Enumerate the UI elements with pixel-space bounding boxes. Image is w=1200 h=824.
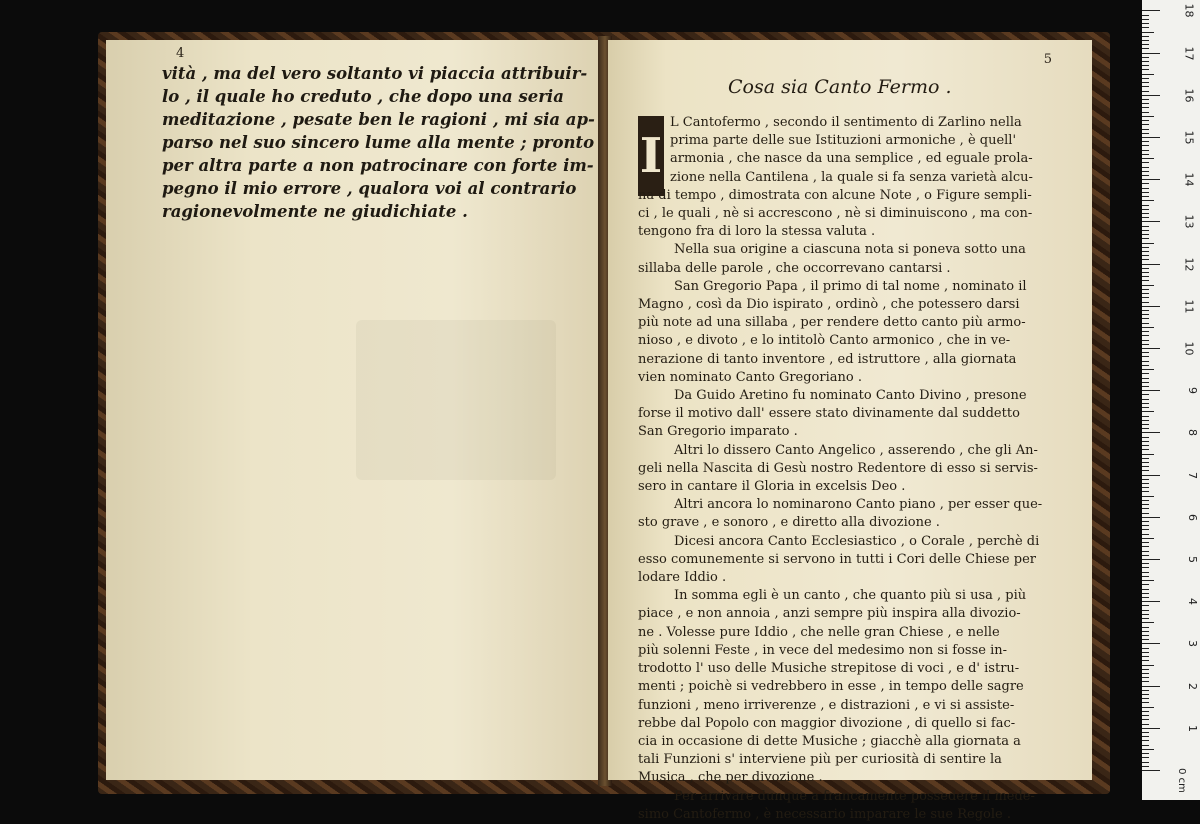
ruler-tick: [1142, 555, 1149, 556]
ruler-tick: [1142, 449, 1149, 450]
ruler-tick: [1142, 466, 1149, 467]
text-line: prima parte delle sue Istituzioni armoniche , è quell': [670, 133, 1017, 149]
ruler-number: 12: [1182, 257, 1196, 272]
text-line: ne . Volesse pure Iddio , che nelle gran Chiese , e nelle: [638, 624, 1000, 640]
text-line: sillaba delle parole , che occorrevano cantarsi .: [638, 260, 951, 276]
ruler-tick: [1142, 753, 1149, 754]
text-line: vien nominato Canto Gregoriano .: [638, 369, 862, 385]
ruler-tick: [1142, 445, 1149, 446]
ruler-tick: [1142, 48, 1149, 49]
text-line: ragionevolmente ne giudichiate .: [162, 202, 468, 221]
ruler-tick: [1142, 610, 1149, 611]
ruler-tick: [1142, 15, 1149, 16]
ruler-tick: [1142, 702, 1149, 703]
ruler-tick: [1142, 200, 1154, 201]
ruler-tick: [1142, 365, 1149, 366]
ruler-tick: [1142, 580, 1154, 581]
ruler-tick: [1142, 285, 1154, 286]
ruler-tick: [1142, 728, 1160, 729]
ruler-tick: [1142, 698, 1149, 699]
ruler-number: 17: [1182, 46, 1196, 61]
text-line: più note ad una sillaba , per rendere detto canto più armo-: [638, 315, 1026, 331]
ruler-tick: [1142, 268, 1149, 269]
ruler-tick: [1142, 399, 1149, 400]
text-line: forse il motivo dall' essere stato divinamente dal suddetto: [638, 406, 1020, 422]
ruler-tick: [1142, 386, 1149, 387]
text-line: lodare Iddio .: [638, 570, 727, 586]
ruler-tick: [1142, 740, 1149, 741]
ruler-tick: [1142, 479, 1149, 480]
ruler-tick: [1142, 57, 1149, 58]
text-line: Altri lo dissero Canto Angelico , asserendo , che gli An-: [674, 442, 1038, 458]
ruler-tick: [1142, 226, 1149, 227]
ruler-tick: [1142, 378, 1149, 379]
ruler-tick: [1142, 141, 1149, 142]
ruler-tick: [1142, 546, 1149, 547]
ruler-tick: [1142, 496, 1154, 497]
ruler-tick: [1142, 107, 1149, 108]
ruler-tick: [1142, 120, 1149, 121]
text-line: Dicesi ancora Canto Ecclesiastico , o Corale , perchè di: [674, 533, 1040, 549]
ruler-tick: [1142, 711, 1149, 712]
text-line: meditazione , pesate ben le ragioni , mi sia ap-: [162, 110, 595, 129]
ruler-tick: [1142, 238, 1149, 239]
text-line: menti ; poichè si vedrebbero in esse , in tempo delle sagre: [638, 679, 1024, 695]
ruler-number: 7: [1186, 471, 1199, 479]
page-number-right: 5: [1043, 52, 1052, 67]
ruler-tick: [1142, 69, 1149, 70]
ruler-tick: [1142, 179, 1160, 180]
ruler-tick: [1142, 255, 1149, 256]
ruler-tick: [1142, 318, 1149, 319]
ruler-tick: [1142, 188, 1149, 189]
ruler-tick: [1142, 614, 1149, 615]
ruler-tick: [1142, 766, 1149, 767]
ruler-tick: [1142, 209, 1149, 210]
ruler-tick: [1142, 116, 1154, 117]
text-line: Nella sua origine a ciascuna nota si poneva sotto una: [674, 242, 1026, 258]
text-line: piace , e non annoia , anzi sempre più inspira alla divozio-: [638, 606, 1021, 622]
ruler-tick: [1142, 19, 1149, 20]
ruler-number: 18: [1182, 3, 1196, 18]
ruler-tick: [1142, 53, 1160, 54]
show-through-ghost: [356, 320, 556, 480]
text-line: zione nella Cantilena , la quale si fa senza varietà alcu-: [670, 169, 1033, 185]
text-line: rebbe dal Popolo con maggior divozione , di quello si fac-: [638, 715, 1016, 731]
ruler-tick: [1142, 251, 1149, 252]
ruler-tick: [1142, 690, 1149, 691]
ruler-tick: [1142, 150, 1149, 151]
text-line: San Gregorio Papa , il primo di tal nome , nominato il: [674, 278, 1027, 294]
ruler-tick: [1142, 158, 1154, 159]
ruler-tick: [1142, 567, 1149, 568]
ruler-tick: [1142, 416, 1149, 417]
text-line: na di tempo , dimostrata con alcune Note , o Figure sempli-: [638, 187, 1032, 203]
ruler-tick: [1142, 40, 1149, 41]
ruler-tick: [1142, 622, 1154, 623]
text-line: armonia , che nasce da una semplice , ed eguale prola-: [670, 151, 1033, 167]
ruler-number: 11: [1182, 299, 1196, 314]
ruler-number: 5: [1186, 556, 1199, 563]
text-line: pegno il mio errore , qualora voi al contrario: [162, 179, 577, 198]
text-line: Da Guido Aretino fu nominato Canto Divino , presone: [674, 388, 1027, 404]
ruler-tick: [1142, 593, 1149, 594]
ruler-tick: [1142, 44, 1149, 45]
ruler-tick: [1142, 605, 1149, 606]
ruler-tick: [1142, 331, 1149, 332]
text-line: parso nel suo sincero lume alla mente ; pronto: [162, 133, 595, 152]
ruler-tick: [1142, 213, 1149, 214]
ruler-tick: [1142, 234, 1149, 235]
ruler-tick: [1142, 10, 1160, 11]
text-line: sto grave , e sonoro , e diretto alla divozione .: [638, 515, 940, 531]
ruler-tick: [1142, 264, 1160, 265]
ruler-tick: [1142, 745, 1149, 746]
ruler-tick: [1142, 36, 1149, 37]
ruler-tick: [1142, 441, 1149, 442]
ruler-tick: [1142, 669, 1149, 670]
ruler-tick: [1142, 643, 1160, 644]
ruler-tick: [1142, 411, 1154, 412]
ruler-tick: [1142, 597, 1149, 598]
text-line: Per arrivare dunque a francamente possedere il mede-: [674, 788, 1035, 804]
ruler-tick: [1142, 521, 1149, 522]
text-line: funzioni , meno irriverenze , e distrazioni , e vi si assiste-: [638, 697, 1015, 713]
ruler-tick: [1142, 32, 1154, 33]
ruler-tick: [1142, 230, 1149, 231]
ruler-tick: [1142, 91, 1149, 92]
ruler-tick: [1142, 99, 1149, 100]
ruler-tick: [1142, 243, 1154, 244]
ruler-tick: [1142, 390, 1160, 391]
ruler-number: 9: [1186, 387, 1199, 395]
ruler-tick: [1142, 584, 1149, 585]
ruler-tick: [1142, 648, 1149, 649]
ruler-tick: [1142, 369, 1154, 370]
ruler-tick: [1142, 373, 1149, 374]
ruler-tick: [1142, 517, 1160, 518]
ruler-tick: [1142, 183, 1149, 184]
ruler-tick: [1142, 677, 1149, 678]
ruler-tick: [1142, 217, 1149, 218]
ruler-number: 13: [1182, 214, 1196, 229]
ruler-tick: [1142, 23, 1149, 24]
ruler-tick: [1142, 454, 1154, 455]
ruler-tick: [1142, 652, 1149, 653]
ruler-tick: [1142, 103, 1149, 104]
text-line: trodotto l' uso delle Musiche strepitose di voci , e d' istru-: [638, 661, 1020, 677]
ruler-tick: [1142, 306, 1160, 307]
text-line: lo , il quale ho creduto , che dopo una seria: [162, 87, 564, 106]
ruler-tick: [1142, 686, 1160, 687]
measurement-ruler: [1142, 0, 1200, 800]
ruler-tick: [1142, 559, 1160, 560]
ruler-number: 3: [1186, 640, 1199, 648]
ruler-tick: [1142, 525, 1149, 526]
ruler-tick: [1142, 340, 1149, 341]
ruler-tick: [1142, 221, 1160, 222]
ruler-tick: [1142, 504, 1149, 505]
ruler-number: 14: [1182, 172, 1196, 187]
ruler-tick: [1142, 205, 1149, 206]
right-page-text: [638, 114, 1070, 824]
ruler-tick: [1142, 293, 1149, 294]
ruler-number: 8: [1186, 429, 1199, 437]
ruler-tick: [1142, 145, 1149, 146]
ruler-tick: [1142, 95, 1160, 96]
ruler-tick: [1142, 112, 1149, 113]
ruler-number: 10: [1182, 341, 1196, 356]
ruler-tick: [1142, 639, 1149, 640]
ruler-tick: [1142, 749, 1154, 750]
ruler-tick: [1142, 736, 1149, 737]
ruler-tick: [1142, 361, 1149, 362]
ruler-tick: [1142, 297, 1149, 298]
ruler-tick: [1142, 732, 1149, 733]
text-line: cia in occasione di dette Musiche ; giacchè alla giornata a: [638, 733, 1021, 749]
ruler-number: 1: [1186, 724, 1199, 732]
ruler-tick: [1142, 82, 1149, 83]
ruler-tick: [1142, 310, 1149, 311]
text-line: tengono fra di loro la stessa valuta .: [638, 224, 876, 240]
ruler-tick: [1142, 491, 1149, 492]
ruler-tick: [1142, 660, 1149, 661]
ruler-tick: [1142, 694, 1149, 695]
ruler-tick: [1142, 247, 1149, 248]
ruler-tick: [1142, 272, 1149, 273]
ruler-tick: [1142, 61, 1149, 62]
text-line: In somma egli è un canto , che quanto più si usa , più: [674, 588, 1027, 604]
ruler-tick: [1142, 129, 1149, 130]
text-line: nioso , e divoto , e lo intitolò Canto armonico , che in ve-: [638, 333, 1011, 349]
ruler-tick: [1142, 335, 1149, 336]
ruler-tick: [1142, 27, 1149, 28]
ruler-tick: [1142, 424, 1149, 425]
ruler-tick: [1142, 757, 1149, 758]
text-line: simo Cantofermo , è necessario imparare le sue Regole .: [638, 806, 1011, 822]
ruler-tick: [1142, 276, 1149, 277]
ruler-number: 16: [1182, 88, 1196, 103]
ruler-tick: [1142, 344, 1149, 345]
ruler-tick: [1142, 542, 1149, 543]
ruler-tick: [1142, 289, 1149, 290]
ruler-tick: [1142, 762, 1149, 763]
text-line: per altra parte a non patrocinare con forte im-: [162, 156, 594, 175]
ruler-tick: [1142, 529, 1149, 530]
chapter-title: Cosa sia Canto Fermo .: [728, 76, 952, 98]
ruler-tick: [1142, 432, 1160, 433]
ruler-tick: [1142, 137, 1160, 138]
ruler-tick: [1142, 458, 1149, 459]
ruler-tick: [1142, 715, 1149, 716]
ruler-tick: [1142, 513, 1149, 514]
ruler-tick: [1142, 538, 1154, 539]
text-line: più solenni Feste , in vece del medesimo non si fosse in-: [638, 642, 1008, 658]
ruler-tick: [1142, 348, 1160, 349]
ruler-tick: [1142, 175, 1149, 176]
ruler-tick: [1142, 314, 1149, 315]
ruler-number: 15: [1182, 130, 1196, 145]
ruler-tick: [1142, 635, 1149, 636]
ruler-tick: [1142, 627, 1149, 628]
ruler-tick: [1142, 86, 1149, 87]
ruler-tick: [1142, 770, 1160, 771]
ruler-tick: [1142, 154, 1149, 155]
text-line: Altri ancora lo nominarono Canto piano , per esser que-: [674, 497, 1043, 513]
ruler-tick: [1142, 352, 1149, 353]
drop-cap: I: [638, 116, 664, 196]
ruler-tick: [1142, 563, 1149, 564]
ruler-number: 2: [1186, 682, 1199, 690]
left-page-text: [162, 62, 595, 223]
ruler-number: 6: [1186, 513, 1199, 521]
text-line: esso comunemente si servono in tutti i Cori delle Chiese per: [638, 551, 1036, 567]
ruler-tick: [1142, 551, 1149, 552]
ruler-tick: [1142, 133, 1149, 134]
text-line: sero in cantare il Gloria in excelsis Deo .: [638, 479, 906, 495]
ruler-tick: [1142, 382, 1149, 383]
ruler-tick: [1142, 437, 1149, 438]
ruler-tick: [1142, 483, 1149, 484]
ruler-tick: [1142, 327, 1154, 328]
ruler-tick: [1142, 601, 1160, 602]
ruler-number: 4: [1186, 598, 1199, 606]
text-line: geli nella Nascita di Gesù nostro Redentore di esso si servis-: [638, 460, 1038, 476]
ruler-tick: [1142, 576, 1149, 577]
ruler-tick: [1142, 618, 1149, 619]
ruler-tick: [1142, 470, 1149, 471]
ruler-tick: [1142, 508, 1149, 509]
ruler-tick: [1142, 196, 1149, 197]
right-page: [608, 40, 1092, 822]
ruler-tick: [1142, 171, 1149, 172]
ruler-tick: [1142, 572, 1149, 573]
ruler-tick: [1142, 302, 1149, 303]
text-line: ci , le quali , nè si accrescono , nè si diminuiscono , ma con-: [638, 206, 1033, 222]
ruler-unit: 0 cm: [1176, 768, 1188, 793]
ruler-tick: [1142, 707, 1154, 708]
ruler-tick: [1142, 394, 1149, 395]
text-line: tali Funzioni s' interviene più per curiosità di sentire la: [638, 752, 1002, 768]
ruler-tick: [1142, 407, 1149, 408]
ruler-tick: [1142, 162, 1149, 163]
page-number-left: 4: [176, 46, 185, 61]
ruler-tick: [1142, 420, 1149, 421]
ruler-tick: [1142, 259, 1149, 260]
text-line: Musica , che per divozione .: [638, 770, 823, 786]
ruler-tick: [1142, 719, 1149, 720]
ruler-tick: [1142, 124, 1149, 125]
ruler-tick: [1142, 631, 1149, 632]
ruler-tick: [1142, 487, 1149, 488]
ruler-tick: [1142, 403, 1149, 404]
ruler-tick: [1142, 192, 1149, 193]
ruler-tick: [1142, 589, 1149, 590]
ruler-tick: [1142, 428, 1149, 429]
ruler-tick: [1142, 665, 1154, 666]
left-page: [106, 40, 600, 780]
ruler-tick: [1142, 724, 1149, 725]
ruler-tick: [1142, 356, 1149, 357]
text-line: San Gregorio imparato .: [638, 424, 798, 440]
ruler-tick: [1142, 673, 1149, 674]
ruler-tick: [1142, 462, 1149, 463]
ruler-tick: [1142, 475, 1160, 476]
ruler-tick: [1142, 681, 1149, 682]
ruler-tick: [1142, 500, 1149, 501]
ruler-tick: [1142, 74, 1154, 75]
text-line: Magno , così da Dio ispirato , ordinò , che potessero darsi: [638, 297, 1020, 313]
ruler-tick: [1142, 78, 1149, 79]
ruler-tick: [1142, 323, 1149, 324]
ruler-tick: [1142, 167, 1149, 168]
text-line: nerazione di tanto inventore , ed istruttore , alla giornata: [638, 351, 1017, 367]
ruler-tick: [1142, 280, 1149, 281]
ruler-tick: [1142, 656, 1149, 657]
ruler-tick: [1142, 534, 1149, 535]
text-line: L Cantofermo , secondo il sentimento di Zarlino nella: [670, 115, 1022, 130]
text-line: vità , ma del vero soltanto vi piaccia attribuir-: [162, 64, 588, 83]
ruler-tick: [1142, 65, 1149, 66]
